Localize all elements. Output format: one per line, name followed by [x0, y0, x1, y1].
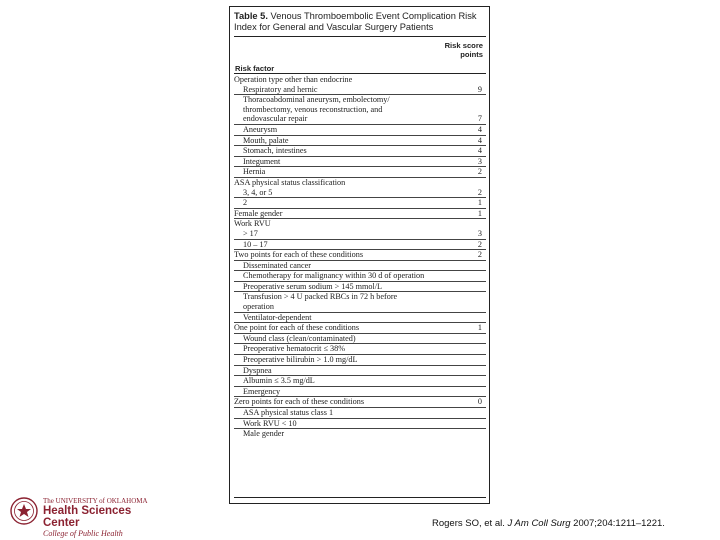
risk-points: 4	[477, 135, 482, 145]
risk-factor-label: Operation type other than endocrine	[234, 75, 353, 84]
risk-factor-label: Aneurysm	[243, 124, 278, 134]
header-top-rule	[234, 36, 486, 37]
risk-factor-label: Stomach, intestines	[243, 146, 307, 156]
table-row	[234, 136, 486, 147]
risk-points: 4	[477, 124, 482, 134]
risk-points: 2	[477, 167, 482, 177]
table-row	[234, 85, 486, 96]
citation-journal: J Am Coll Surg	[507, 518, 571, 529]
risk-points: 3	[477, 156, 482, 166]
column-header-factor: Risk factor	[235, 64, 275, 73]
table-row	[234, 157, 486, 168]
risk-factor-label: Integument	[243, 156, 281, 166]
logo-university-name: The UNIVERSITY of OKLAHOMA	[43, 497, 148, 505]
table-row	[234, 229, 486, 240]
risk-factor-label: Two points for each of these conditions	[234, 250, 364, 260]
table-row	[234, 282, 486, 293]
risk-points: 1	[477, 198, 482, 208]
logo-center-name: Health Sciences Center	[43, 505, 132, 529]
university-logo	[10, 497, 160, 538]
table-row	[234, 95, 486, 125]
citation-authors: Rogers SO, et al.	[432, 518, 505, 529]
risk-points: 1	[477, 208, 482, 218]
risk-factor-label: Chemotherapy for malignancy within 30 d of operation	[243, 271, 425, 281]
risk-points: 0	[477, 397, 482, 407]
table-row	[234, 397, 486, 408]
logo-college-name: College of Public Health	[43, 529, 123, 538]
table-row	[234, 366, 486, 377]
citation-details: 2007;204:1211–1221.	[573, 518, 665, 529]
table-row	[234, 313, 486, 324]
table-row	[234, 198, 486, 209]
table-caption: Venous Thromboembolic Event Complication Risk Index for General and Vascular Surgery Patients	[234, 11, 477, 32]
table-row	[234, 344, 486, 355]
table-bottom-rule	[234, 497, 486, 498]
table-row	[234, 271, 486, 282]
risk-factor-label: Wound class (clean/contaminated)	[243, 333, 356, 343]
table-row	[234, 355, 486, 366]
risk-factor-label: Dyspnea	[243, 365, 272, 375]
logo-wordmark	[43, 497, 160, 538]
table-row	[234, 408, 486, 419]
risk-points: 7	[477, 114, 482, 124]
risk-points: 4	[477, 146, 482, 156]
table-row	[234, 261, 486, 272]
risk-factor-label: 10 – 17	[243, 239, 268, 249]
risk-factor-label: Ventilator-dependent	[243, 312, 312, 322]
table-row	[234, 429, 486, 439]
table-row	[234, 209, 486, 220]
table-row	[234, 146, 486, 157]
table-row	[234, 167, 486, 178]
risk-factor-label: Male gender	[243, 429, 285, 439]
risk-factor-label: Preoperative bilirubin > 1.0 mg/dL	[243, 355, 358, 365]
risk-points: 9	[477, 84, 482, 94]
table-row	[234, 250, 486, 261]
table-row	[234, 387, 486, 398]
risk-factor-label: ASA physical status class 1	[243, 408, 334, 417]
risk-factor-label: > 17	[243, 228, 258, 238]
risk-factor-label: Female gender	[234, 208, 283, 218]
risk-factor-label: 2	[243, 198, 248, 208]
risk-points: 3	[477, 228, 482, 238]
table-row	[234, 75, 486, 85]
risk-factor-label: Respiratory and hernic	[243, 84, 318, 94]
risk-factor-label: Work RVU < 10	[243, 418, 297, 428]
table-row	[234, 292, 486, 312]
header-bottom-rule	[234, 73, 486, 74]
table-row	[234, 219, 486, 229]
risk-factor-label: Zero points for each of these conditions	[234, 397, 365, 407]
university-seal-icon	[10, 497, 38, 525]
table-row	[234, 334, 486, 345]
risk-points: 2	[477, 239, 482, 249]
column-header-points: Risk score points	[444, 41, 483, 59]
risk-factor-label: ASA physical status classification	[234, 177, 346, 187]
table-row	[234, 419, 486, 430]
risk-factor-label: Transfusion > 4 U packed RBCs in 72 h before operation	[243, 292, 398, 312]
risk-factor-label: 3, 4, or 5	[243, 187, 273, 197]
table-row	[234, 323, 486, 334]
table-row	[234, 376, 486, 387]
risk-points: 1	[477, 323, 482, 333]
risk-factor-label: Hernia	[243, 167, 266, 177]
citation	[432, 518, 665, 529]
risk-factor-label: Work RVU	[234, 219, 271, 229]
table-title	[234, 11, 486, 32]
risk-factor-label: Preoperative serum sodium > 145 mmol/L	[243, 281, 383, 291]
risk-factor-label: Disseminated cancer	[243, 260, 311, 270]
table-body	[234, 75, 486, 439]
risk-factor-label: Preoperative hematocrit ≤ 38%	[243, 344, 346, 354]
table-row	[234, 240, 486, 251]
risk-factor-label: Mouth, palate	[243, 135, 289, 145]
risk-factor-label: One point for each of these conditions	[234, 323, 360, 333]
risk-factor-label: Emergency	[243, 386, 281, 396]
table-document	[229, 6, 490, 504]
risk-points: 2	[477, 187, 482, 197]
risk-factor-label: Albumin ≤ 3.5 mg/dL	[243, 376, 315, 386]
table-number: Table 5.	[234, 11, 268, 21]
table-row	[234, 178, 486, 188]
table-row	[234, 188, 486, 199]
risk-factor-label: Thoracoabdominal aneurysm, embolectomy/ thrombectomy, venous reconstruction, and endovascular repair	[243, 95, 390, 124]
risk-points: 2	[477, 250, 482, 260]
table-row	[234, 125, 486, 136]
